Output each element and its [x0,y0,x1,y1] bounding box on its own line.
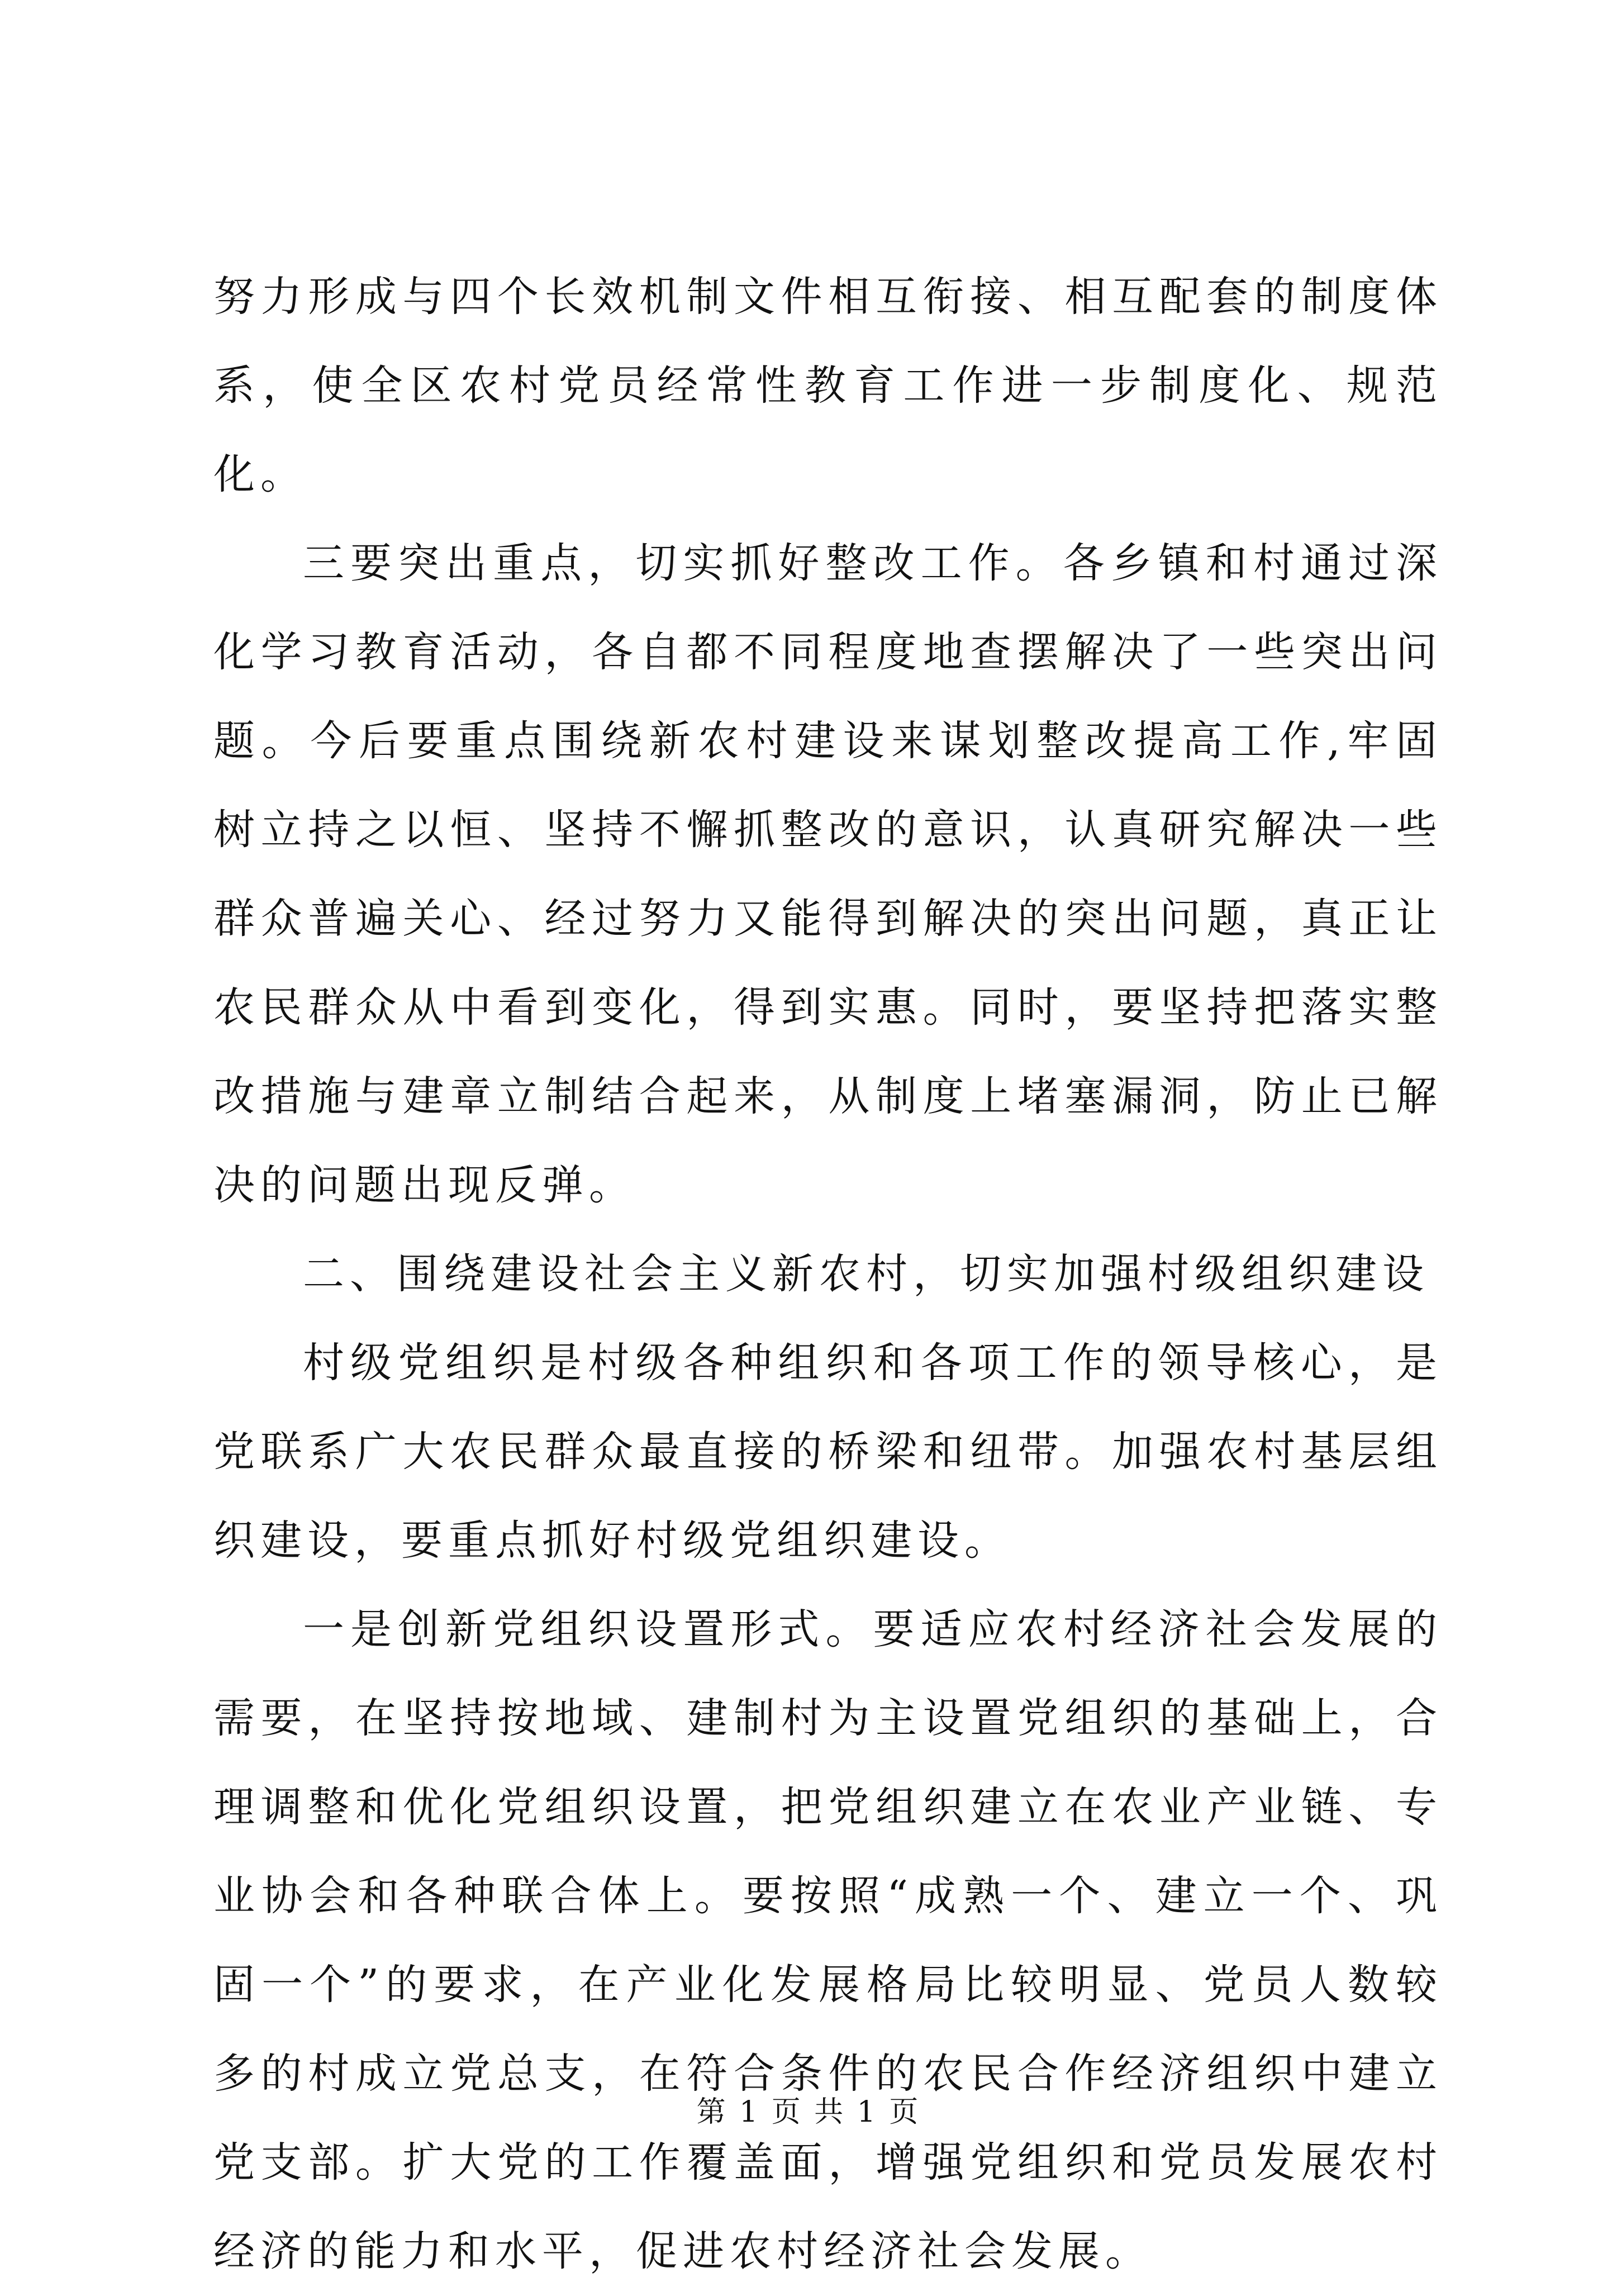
paragraph-rectification: 三要突出重点，切实抓好整改工作。各乡镇和村通过深化学习教育活动，各自都不同程度地查摆解决了一些突出问题。今后要重点围绕新农村建设来谋划整改提高工作,牢固树立持之以恒、坚持不懈抓整改的意识，认真研究解决一些群众普遍关心、经过努力又能得到解决的突出问题，真正让农民群众从中看到变化，得到实惠。同时，要坚持把落实整改措施与建章立制结合起来，从制度上堵塞漏洞，防止已解决的问题出现反弹。 [213,539,1443,1209]
document-body [213,253,1443,2296]
page-footer: 第 1 页 共 1 页 [696,2095,921,2129]
paragraph-continuation: 努力形成与四个长效机制文件相互衔接、相互配套的制度体系，使全区农村党员经常性教育工作进一步制度化、规范化。 [213,273,1443,498]
paragraph-village-party: 村级党组织是村级各种组织和各项工作的领导核心，是党联系广大农民群众最直接的桥梁和纽带。加强农村基层组织建设，要重点抓好村级党组织建设。 [213,1339,1443,1565]
paragraph-innovation: 一是创新党组织设置形式。要适应农村经济社会发展的需要，在坚持按地域、建制村为主设置党组织的基础上，合理调整和优化党组织设置，把党组织建立在农业产业链、专业协会和各种联合体上。要按照“成熟一个、建立一个、巩固一个”的要求，在产业化发展格局比较明显、党员人数较多的村成立党总支，在符合条件的农民合作经济组织中建立党支部。扩大党的工作覆盖面，增强党组织和党员发展农村经济的能力和水平，促进农村经济社会发展。 [213,1605,1443,2275]
section-heading: 二、围绕建设社会主义新农村，切实加强村级组织建设 [303,1250,1429,1298]
